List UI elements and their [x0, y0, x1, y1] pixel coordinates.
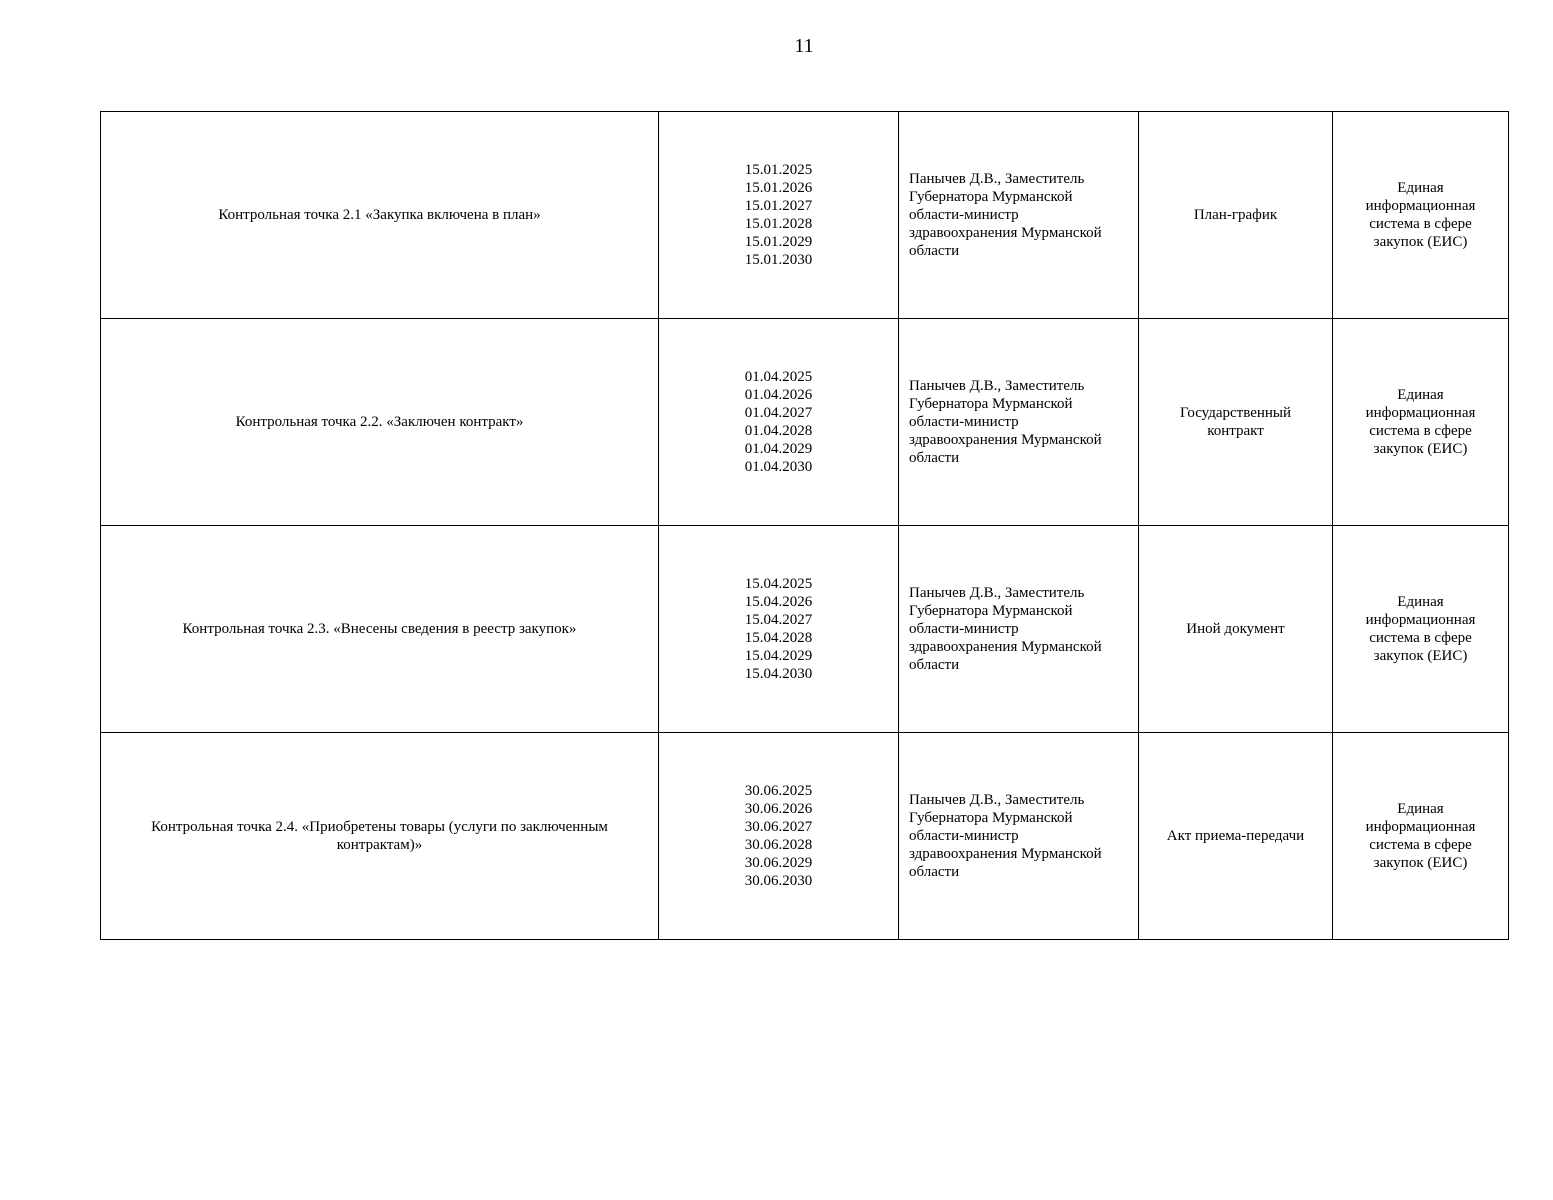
information-system	[1333, 526, 1509, 733]
date-value: 01.04.2027	[744, 405, 813, 421]
responsible-line: области-министр	[909, 414, 1019, 430]
date-value: 15.04.2029	[744, 648, 813, 664]
responsible-person	[899, 733, 1139, 940]
date-value: 30.06.2025	[744, 783, 813, 799]
system-line: Единая	[1397, 387, 1444, 403]
table-row	[101, 526, 1509, 733]
date-value: 30.06.2027	[744, 819, 813, 835]
date-value: 30.06.2026	[744, 801, 813, 817]
information-system	[1333, 112, 1509, 319]
responsible-person	[899, 319, 1139, 526]
responsible-line: области-министр	[909, 828, 1019, 844]
system-line: закупок (ЕИС)	[1373, 441, 1468, 457]
system-line: информационная	[1365, 612, 1476, 628]
date-value: 15.01.2029	[744, 234, 813, 250]
responsible-line: области	[909, 657, 960, 673]
document-type: Иной документ	[1139, 526, 1333, 733]
responsible-line: Панычев Д.В., Заместитель	[909, 171, 1085, 187]
responsible-line: здравоохранения Мурманской	[909, 432, 1102, 448]
responsible-line: области	[909, 864, 960, 880]
responsible-line: области-министр	[909, 621, 1019, 637]
system-line: система в сфере	[1369, 216, 1472, 232]
table-row	[101, 733, 1509, 940]
table-row	[101, 319, 1509, 526]
system-line: закупок (ЕИС)	[1373, 648, 1468, 664]
system-line: система в сфере	[1369, 837, 1472, 853]
date-value: 15.04.2027	[744, 612, 813, 628]
date-value: 30.06.2028	[744, 837, 813, 853]
date-value: 15.01.2027	[744, 198, 813, 214]
document-type: Акт приема-передачи	[1139, 733, 1333, 940]
page-number: 11	[794, 35, 814, 57]
document-type: Государственный контракт	[1139, 319, 1333, 526]
responsible-line: Панычев Д.В., Заместитель	[909, 378, 1085, 394]
document-type: План-график	[1139, 112, 1333, 319]
system-line: система в сфере	[1369, 423, 1472, 439]
date-value: 30.06.2029	[744, 855, 813, 871]
responsible-line: области-министр	[909, 207, 1019, 223]
date-value: 15.01.2028	[744, 216, 813, 232]
system-line: Единая	[1397, 180, 1444, 196]
responsible-line: Панычев Д.В., Заместитель	[909, 585, 1085, 601]
responsible-line: Губернатора Мурманской	[909, 603, 1073, 619]
date-value: 15.01.2026	[744, 180, 813, 196]
control-point-name: Контрольная точка 2.1 «Закупка включена в план»	[101, 112, 659, 319]
date-value: 15.01.2030	[744, 252, 813, 268]
system-line: закупок (ЕИС)	[1373, 855, 1468, 871]
responsible-person	[899, 112, 1139, 319]
date-value: 01.04.2029	[744, 441, 813, 457]
information-system	[1333, 319, 1509, 526]
control-point-name: Контрольная точка 2.2. «Заключен контракт»	[101, 319, 659, 526]
system-line: Единая	[1397, 594, 1444, 610]
control-points-table	[100, 111, 1509, 940]
information-system	[1333, 733, 1509, 940]
date-value: 01.04.2028	[744, 423, 813, 439]
responsible-line: Губернатора Мурманской	[909, 189, 1073, 205]
responsible-line: Губернатора Мурманской	[909, 810, 1073, 826]
responsible-line: Панычев Д.В., Заместитель	[909, 792, 1085, 808]
responsible-line: Губернатора Мурманской	[909, 396, 1073, 412]
date-value: 15.04.2026	[744, 594, 813, 610]
date-value: 15.01.2025	[744, 162, 813, 178]
responsible-person	[899, 526, 1139, 733]
control-point-dates	[659, 733, 899, 940]
table-row	[101, 112, 1509, 319]
responsible-line: здравоохранения Мурманской	[909, 225, 1102, 241]
responsible-line: здравоохранения Мурманской	[909, 639, 1102, 655]
system-line: Единая	[1397, 801, 1444, 817]
system-line: информационная	[1365, 198, 1476, 214]
control-point-dates	[659, 526, 899, 733]
date-value: 01.04.2026	[744, 387, 813, 403]
system-line: система в сфере	[1369, 630, 1472, 646]
control-point-dates	[659, 319, 899, 526]
control-point-name: Контрольная точка 2.3. «Внесены сведения в реестр закупок»	[101, 526, 659, 733]
control-point-dates	[659, 112, 899, 319]
control-point-name: Контрольная точка 2.4. «Приобретены товары (услуги по заключенным контрактам)»	[101, 733, 659, 940]
responsible-line: здравоохранения Мурманской	[909, 846, 1102, 862]
responsible-line: области	[909, 450, 960, 466]
system-line: закупок (ЕИС)	[1373, 234, 1468, 250]
date-value: 15.04.2025	[744, 576, 813, 592]
system-line: информационная	[1365, 405, 1476, 421]
date-value: 15.04.2030	[744, 666, 813, 682]
date-value: 01.04.2025	[744, 369, 813, 385]
responsible-line: области	[909, 243, 960, 259]
date-value: 30.06.2030	[744, 873, 813, 889]
date-value: 01.04.2030	[744, 459, 813, 475]
date-value: 15.04.2028	[744, 630, 813, 646]
system-line: информационная	[1365, 819, 1476, 835]
